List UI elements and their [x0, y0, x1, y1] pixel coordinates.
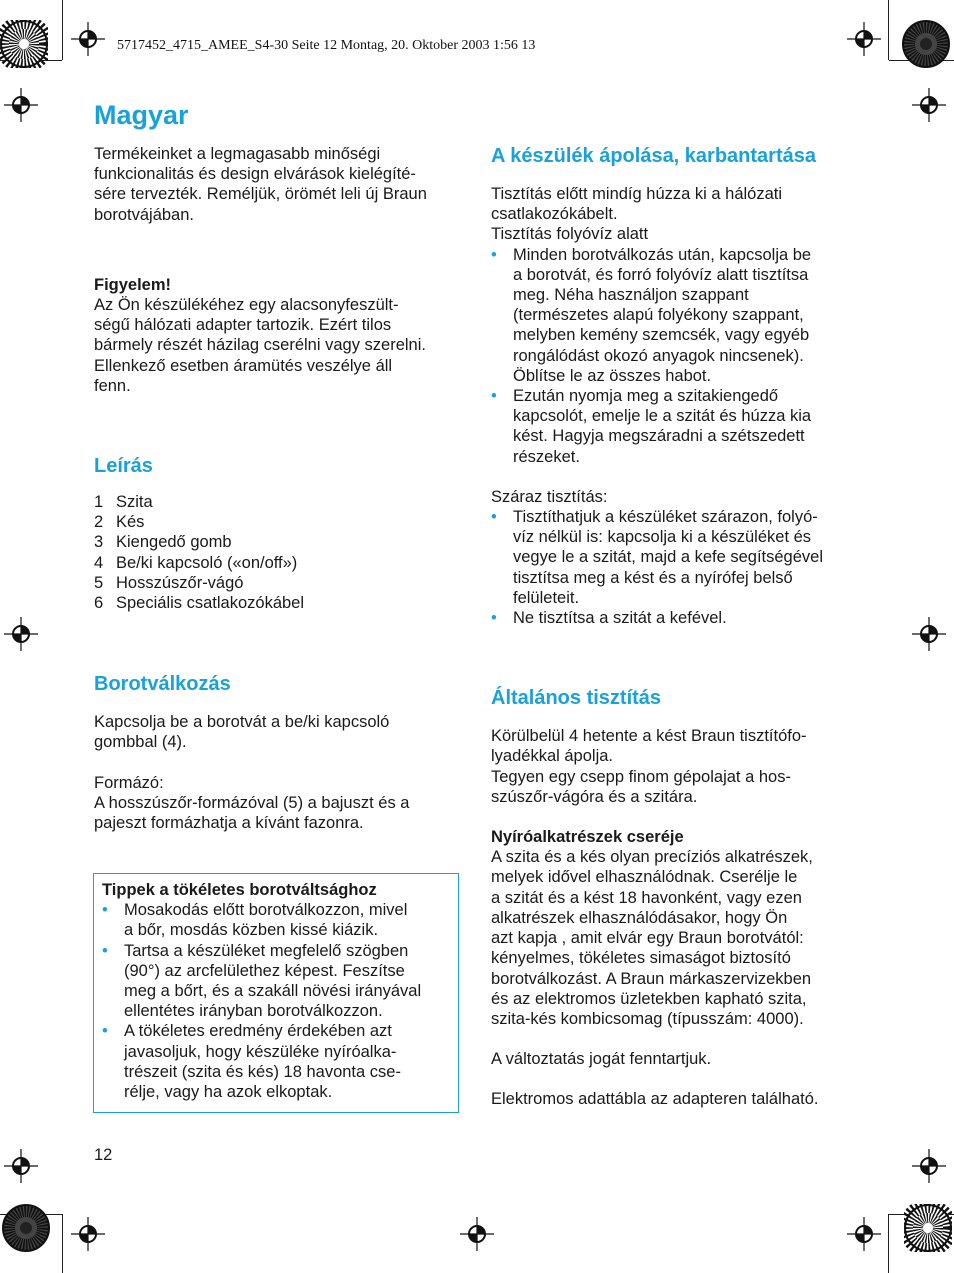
- registration-mark-icon: [847, 22, 881, 56]
- crop-line: [62, 0, 63, 60]
- list-item: 3 Kiengedő gomb: [94, 533, 232, 552]
- care-intro: Tisztítás előtt mindíg húzza ki a hálózati csatlakozókábelt. Tisztítás folyóvíz alatt: [491, 185, 783, 244]
- section-title-care: A készülék ápolása, karbantartása: [491, 145, 816, 167]
- dry-cleaning-list: [491, 507, 861, 628]
- trimmer-paragraph: A hosszúszőr-formázóval (5) a bajuszt és a pajeszt formázhatja a kívánt fazonra.: [94, 793, 410, 833]
- registration-mark-icon: [4, 617, 38, 651]
- list-item: 4 Be/ki kapcsoló («on/off»): [94, 553, 298, 572]
- warning-title: Figyelem!: [94, 275, 172, 294]
- star-target-icon: [904, 1204, 952, 1257]
- list-item: • A tökéletes eredmény érdekében azt javasoljuk, hogy készüléke nyíróalka- trészeit (szita és kés) 18 havonta cse- rélje, vagy ha azok elkoptak.: [102, 1021, 450, 1102]
- intro-paragraph: Termékeinket a legmagasabb minőségi funkcionalitás és design elvárások kielégíté- sére tervezték. Reméljük, örömét leli új Braun borotvájában.: [94, 145, 427, 224]
- left-column: [94, 144, 464, 833]
- registration-mark-icon: [912, 88, 946, 122]
- shaving-paragraph: Kapcsolja be a borotvát a be/ki kapcsoló gombbal (4).: [94, 713, 390, 752]
- section-title-general-cleaning: Általános tisztítás: [491, 687, 662, 710]
- registration-mark-icon: [460, 1217, 494, 1251]
- tips-title: Tippek a tökéletes borotváltsághoz: [102, 881, 377, 899]
- right-column: [491, 144, 861, 1110]
- list-item: • Tartsa a készüléket megfelelő szögben (90°) az arcfelülethez képest. Feszítse meg a bőrt, és a szakáll növési irányával ellentétes irányban borotválkozzon.: [102, 941, 450, 1022]
- registration-mark-icon: [912, 617, 946, 651]
- list-item: • Tisztíthatjuk a készüléket szárazon, folyó- víz nélkül is: kapcsolja ki a készüléket és vegye le a szitát, majd a kefe segítségével tisztítsa meg a kést és a nyírófej belső felületeit.: [491, 507, 861, 608]
- list-item: 6 Speciális csatlakozókábel: [94, 594, 305, 613]
- list-item: 5 Hosszúszőr-vágó: [94, 573, 244, 592]
- registration-mark-icon: [4, 88, 38, 122]
- dry-cleaning-title: Száraz tisztítás:: [491, 487, 608, 506]
- replacement-paragraph: A szita és a kés olyan precíziós alkatrészek, melyek idővel elhasználódnak. Cserélje le a szitát és a kést 18 havonként, vagy ezen alkatrészek elhasználódásakor, hogy Ön azt kapja , amit elvár egy Braun borotvától: kényelmes, tökéletes simaságot biztosító borotválkozást. A Braun márkaszervizekben és az elektromos üzletekben kapható szita, szita-kés kombicsomag (típusszám: 4000).: [491, 848, 813, 1028]
- star-target-icon: [2, 1204, 50, 1257]
- star-target-icon: [0, 20, 48, 73]
- registration-mark-icon: [847, 1217, 881, 1251]
- crop-line: [62, 1214, 63, 1273]
- rights-note: A változtatás jogát fenntartjuk.: [491, 1050, 712, 1069]
- list-item: • Ne tisztítsa a szitát a kefével.: [491, 608, 861, 628]
- general-cleaning-paragraph: Körülbelül 4 hetente a kést Braun tisztítófo- lyadékkal ápolja. Tegyen egy csepp finom gépolajat a hos- szúszőr-vágóra és a szitára.: [491, 727, 807, 806]
- print-job-header: 5717452_4715_AMEE_S4-30 Seite 12 Montag, 20. Oktober 2003 1:56 13: [117, 38, 536, 53]
- star-target-icon: [902, 20, 950, 73]
- tips-box: [93, 873, 459, 1113]
- warning-paragraph: Az Ön készülékéhez egy alacsonyfeszült- ségű hálózati adapter tartozik. Ezért tilos bármely részét házilag cserélni vagy szerelni. Ellenkező esetben áramütés veszélye áll fenn.: [94, 296, 426, 395]
- registration-mark-icon: [912, 1149, 946, 1183]
- trimmer-title: Formázó:: [94, 773, 164, 792]
- crop-line: [888, 0, 889, 60]
- list-item: • Ezután nyomja meg a szitakiengedő kapcsolót, emelje le a szitát és húzza kia kést. Hagyja megszáradni a szétszedett részeket.: [491, 386, 861, 467]
- page-number: 12: [94, 1146, 113, 1164]
- page-title: Magyar: [94, 100, 189, 130]
- crop-line: [888, 1214, 889, 1273]
- parts-list: [94, 492, 464, 613]
- replacement-title: Nyíróalkatrészek cseréje: [491, 828, 684, 847]
- list-item: 2 Kés: [94, 513, 145, 532]
- section-title-shaving: Borotválkozás: [94, 673, 231, 696]
- registration-mark-icon: [4, 1149, 38, 1183]
- tips-list: [102, 900, 450, 1102]
- water-cleaning-list: [491, 245, 861, 467]
- registration-mark-icon: [71, 22, 105, 56]
- registration-mark-icon: [71, 1217, 105, 1251]
- list-item: 1 Szita: [94, 493, 153, 512]
- section-title-description: Leírás: [94, 455, 153, 478]
- list-item: • Minden borotválkozás után, kapcsolja be a borotvát, és forró folyóvíz alatt tisztítsa meg. Néha használjon szappant (természetes alapú folyékony szappant, melyben kemény szemcsék, vagy egyéb rongálódást okozó anyagok nincsenek). Öblítse le az összes habot.: [491, 245, 861, 386]
- rating-plate-note: Elektromos adattábla az adapteren található.: [491, 1090, 819, 1109]
- list-item: • Mosakodás előtt borotválkozzon, mivel a bőr, mosdás közben kissé kiázik.: [102, 900, 450, 940]
